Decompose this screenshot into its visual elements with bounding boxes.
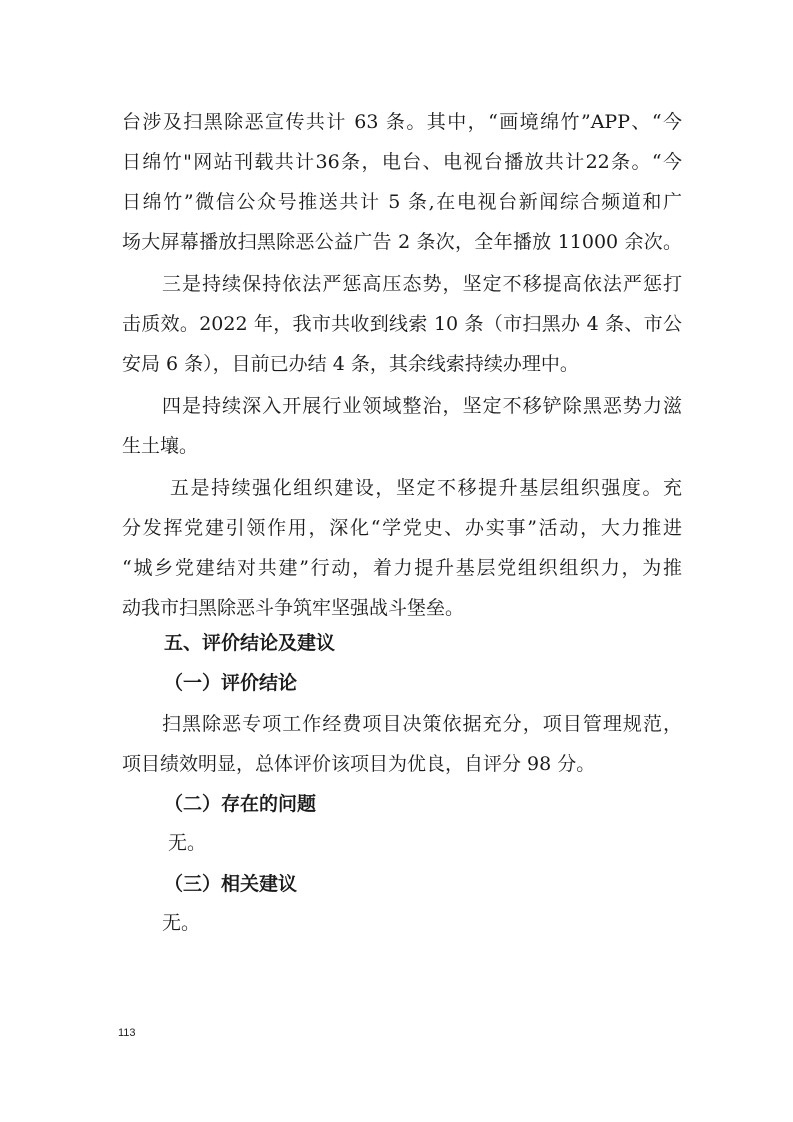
subsection-heading: （三）相关建议 bbox=[164, 873, 298, 895]
paragraph-line: 台涉及扫黑除恶宣传共计 63 条。其中，“画境绵竹”APP、“今 bbox=[122, 111, 682, 133]
subsection-heading: （一）评价结论 bbox=[164, 672, 298, 694]
paragraph-line: 场大屏幕播放扫黑除恶公益广告 2 条次，全年播放 11000 余次。 bbox=[122, 231, 682, 253]
paragraph-line: 四是持续深入开展行业领域整治，坚定不移铲除黑恶势力滋 bbox=[162, 395, 682, 417]
paragraph-line: 日绵竹"网站刊载共计36条，电台、电视台播放共计22条。“今 bbox=[122, 151, 682, 173]
paragraph-line: 三是持续保持依法严惩高压态势，坚定不移提高依法严惩打 bbox=[162, 273, 682, 295]
paragraph-line: 无。 bbox=[162, 912, 201, 934]
paragraph-line: 生土壤。 bbox=[122, 435, 199, 457]
paragraph-line: 安局 6 条），目前已办结 4 条，其余线索持续办理中。 bbox=[122, 353, 579, 375]
paragraph-line: 扫黑除恶专项工作经费项目决策依据充分，项目管理规范， bbox=[162, 713, 682, 735]
paragraph-line: 分发挥党建引领作用，深化“学党史、办实事”活动，大力推进 bbox=[122, 517, 682, 539]
paragraph-line: “城乡党建结对共建”行动，着力提升基层党组织组织力，为推 bbox=[122, 557, 682, 579]
paragraph-line: 五是持续强化组织建设，坚定不移提升基层组织强度。充 bbox=[170, 477, 682, 499]
paragraph-line: 击质效。2022 年，我市共收到线索 10 条（市扫黑办 4 条、市公 bbox=[122, 313, 682, 335]
paragraph-line: 无。 bbox=[168, 832, 207, 854]
paragraph-line: 动我市扫黑除恶斗争筑牢坚强战斗堡垒。 bbox=[122, 597, 465, 619]
subsection-heading: （二）存在的问题 bbox=[164, 793, 317, 815]
paragraph-line: 项目绩效明显，总体评价该项目为优良，自评分 98 分。 bbox=[122, 753, 596, 775]
page-number: 113 bbox=[118, 1027, 136, 1039]
section-heading: 五、评价结论及建议 bbox=[164, 632, 336, 654]
paragraph-line: 日绵竹”微信公众号推送共计 5 条,在电视台新闻综合频道和广 bbox=[122, 191, 682, 213]
